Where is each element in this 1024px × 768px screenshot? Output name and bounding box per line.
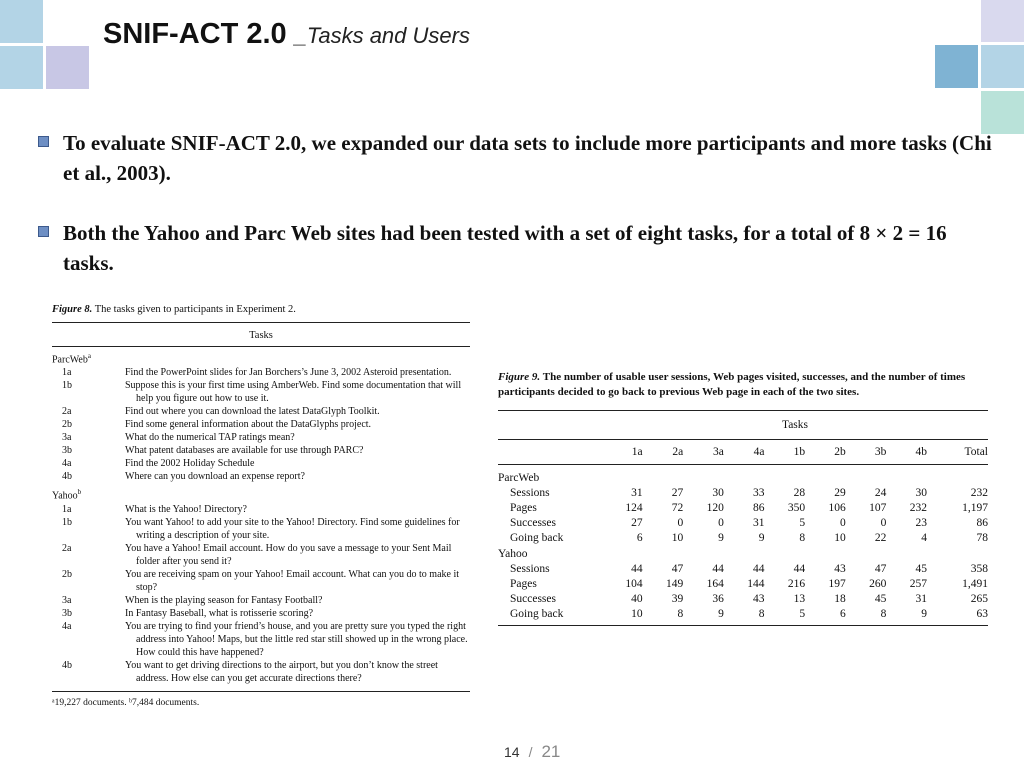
group-footnote-marker: b — [77, 488, 82, 497]
column-header: 4b — [886, 440, 927, 465]
table-cell: 1,197 — [962, 501, 988, 514]
column-header: 1b — [765, 440, 806, 465]
table-cell: 144 — [747, 577, 765, 590]
page-indicator — [504, 742, 560, 762]
group-name: ParcWeb — [498, 471, 540, 484]
task-id: 3b — [62, 445, 72, 457]
bullet-list — [38, 128, 998, 308]
table-cell: 9 — [683, 607, 724, 626]
table-cell: 36 — [712, 593, 724, 606]
column-header: 2a — [643, 440, 684, 465]
table-cell: 86 — [976, 517, 988, 530]
table-row — [498, 500, 988, 515]
table-row — [52, 659, 470, 685]
task-description-cell — [125, 470, 470, 483]
table-cell: 63 — [927, 607, 988, 626]
table-spanner-row — [498, 411, 988, 440]
table-row — [52, 444, 470, 457]
deco-square-top-left-3 — [46, 46, 89, 89]
table-row — [52, 418, 470, 431]
table-cell: 216 — [787, 577, 806, 590]
task-description: In Fantasy Baseball, what is rotisserie scoring? — [125, 607, 314, 619]
task-description: You are receiving spam on your Yahoo! Email account. What can you do to make it stop? — [125, 568, 460, 593]
table-row — [498, 516, 988, 531]
task-description-cell — [125, 594, 470, 607]
task-description: What patent databases are available for use through PARC? — [125, 445, 364, 457]
table-row — [52, 457, 470, 470]
task-description: What do the numerical TAP ratings mean? — [125, 432, 295, 444]
task-description-cell — [125, 503, 470, 516]
table-cell: 6 — [636, 532, 643, 545]
task-description: Find out where you can download the latest DataGlyph Toolkit. — [125, 406, 380, 418]
deco-square-top-left-2 — [0, 46, 43, 89]
column-header: 4a — [724, 440, 765, 465]
table-cell: 18 — [834, 593, 846, 606]
group-name-text: ParcWeb — [52, 354, 88, 366]
table-row — [52, 366, 470, 379]
table-row — [498, 592, 988, 607]
table-cell: 124 — [625, 501, 643, 514]
table-row — [52, 405, 470, 418]
figure-9-caption-text: The number of usable user sessions, Web pages visited, successes, and the number of times participants decided to go back to previous Web page in each of the two sites. — [498, 371, 966, 398]
table-cell: 5 — [765, 607, 806, 626]
task-description-cell — [125, 607, 470, 620]
bullet-item — [38, 128, 998, 188]
figure-8-table — [52, 322, 470, 692]
deco-square-top-right-1 — [981, 0, 1024, 42]
bullet-text: To evaluate SNIF-ACT 2.0, we expanded our data sets to include more participants and more tasks (Chi et al., 2003). — [63, 131, 992, 185]
column-header: Total — [927, 440, 988, 465]
table-cell: 22 — [874, 532, 887, 545]
slide-title — [103, 18, 470, 51]
task-id: 3b — [62, 607, 72, 619]
table-cell: 27 — [671, 486, 684, 499]
table-row — [498, 561, 988, 576]
table-group-row — [52, 483, 470, 502]
table-cell: 350 — [787, 501, 806, 514]
task-description: Suppose this is your first time using AmberWeb. Find some documentation that will help you figure out how to use it. — [125, 380, 462, 405]
table-cell: 8 — [799, 532, 806, 545]
column-header: 2b — [805, 440, 846, 465]
task-description-cell — [125, 366, 470, 379]
table-cell: 23 — [915, 517, 927, 530]
bullet-text: Both the Yahoo and Parc Web sites had been tested with a set of eight tasks, for a total of 8 × 2 = 16 tasks. — [63, 221, 947, 275]
deco-square-top-right-3 — [981, 45, 1024, 88]
task-id: 3a — [62, 594, 72, 606]
figure-8-column-header: Tasks — [52, 323, 470, 347]
task-id: 2b — [62, 568, 72, 580]
table-cell: 0 — [718, 517, 724, 530]
column-header: 1a — [602, 440, 643, 465]
group-spacer — [602, 546, 988, 561]
table-cell: 8 — [724, 607, 765, 626]
task-description-cell — [125, 444, 470, 457]
task-description-cell — [125, 405, 470, 418]
slide-title-sub: _Tasks and Users — [294, 23, 470, 48]
group-name-text: Yahoo — [52, 490, 78, 502]
table-cell: 149 — [666, 577, 684, 590]
task-description-cell — [125, 542, 470, 568]
column-header: 3a — [683, 440, 724, 465]
table-row — [52, 470, 470, 483]
table-cell: 27 — [631, 517, 643, 530]
task-id: 4b — [62, 659, 72, 671]
header-blank — [498, 440, 602, 465]
row-label: Going back — [498, 607, 602, 626]
table-row — [498, 485, 988, 500]
table-cell: 1,491 — [962, 577, 988, 590]
table-row — [52, 568, 470, 594]
table-cell: 28 — [793, 486, 806, 499]
task-description: You have a Yahoo! Email account. How do you save a message to your Sent Mail folder after you send it? — [125, 542, 452, 567]
table-cell: 31 — [753, 517, 765, 530]
column-header: 3b — [846, 440, 887, 465]
table-cell: 39 — [671, 593, 684, 606]
deco-square-top-left-1 — [0, 0, 43, 43]
group-footnote-marker: a — [87, 352, 91, 360]
table-cell: 44 — [753, 562, 765, 575]
table-cell: 265 — [970, 593, 988, 606]
figure-9-table — [498, 410, 988, 626]
table-row — [498, 576, 988, 591]
task-description: You want Yahoo! to add your site to the Yahoo! Directory. Find some guidelines for writing a description of your site. — [125, 516, 460, 541]
task-description-cell — [125, 620, 470, 659]
slide-title-main: SNIF-ACT 2.0 — [103, 18, 287, 50]
table-row — [52, 431, 470, 444]
task-description-cell — [125, 418, 470, 431]
table-row — [52, 379, 470, 405]
task-id: 4a — [62, 620, 72, 632]
task-id: 4b — [62, 471, 72, 483]
deco-square-top-right-2 — [935, 45, 978, 88]
bullet-square-icon — [38, 136, 49, 147]
row-label: Pages — [510, 577, 537, 590]
table-cell: 29 — [834, 486, 846, 499]
task-id: 1a — [62, 503, 72, 515]
table-cell: 257 — [909, 577, 927, 590]
table-cell: 9 — [758, 532, 765, 545]
table-cell: 30 — [915, 486, 927, 499]
row-label: Going back — [510, 532, 564, 545]
table-row — [52, 594, 470, 607]
table-cell: 8 — [643, 607, 684, 626]
task-description: Find some general information about the DataGlyphs project. — [125, 419, 372, 431]
table-row — [52, 503, 470, 516]
table-cell: 9 — [718, 532, 724, 545]
task-description: What is the Yahoo! Directory? — [125, 503, 247, 515]
table-row — [52, 607, 470, 620]
task-description-cell — [125, 516, 470, 542]
table-cell: 6 — [805, 607, 846, 626]
group-spacer — [602, 465, 988, 486]
table-row — [498, 531, 988, 546]
table-cell: 45 — [874, 593, 887, 606]
row-label: Successes — [510, 517, 556, 530]
task-description-cell — [125, 431, 470, 444]
task-id: 1b — [62, 380, 72, 392]
table-cell: 45 — [915, 562, 927, 575]
figure-8 — [52, 304, 470, 708]
table-row — [52, 516, 470, 542]
group-name: Yahoo — [498, 547, 528, 560]
table-cell: 197 — [828, 577, 846, 590]
table-cell: 33 — [753, 486, 765, 499]
task-description: Where can you download an expense report? — [125, 471, 305, 483]
table-cell: 40 — [631, 593, 643, 606]
task-description-cell — [125, 379, 470, 405]
table-cell: 107 — [869, 501, 887, 514]
task-description-cell — [125, 659, 470, 685]
spanner-blank — [498, 411, 602, 440]
row-label: Pages — [510, 501, 537, 514]
table-cell: 10 — [671, 532, 684, 545]
table-bottom-rule — [52, 685, 470, 692]
table-bottom-rule-cell — [52, 685, 470, 692]
task-id: 1a — [62, 367, 72, 379]
table-cell: 0 — [677, 517, 684, 530]
table-cell: 31 — [915, 593, 927, 606]
table-cell: 13 — [793, 593, 806, 606]
row-label: Sessions — [510, 486, 550, 499]
bullet-square-icon — [38, 226, 49, 237]
page-total: 21 — [541, 742, 561, 761]
table-cell: 164 — [706, 577, 724, 590]
table-cell: 72 — [671, 501, 684, 514]
figure-8-footnote: ᵃ19,227 documents. ᵇ7,484 documents. — [52, 697, 200, 708]
figure-9 — [498, 370, 988, 626]
table-cell: 104 — [625, 577, 643, 590]
task-description: Find the PowerPoint slides for Jan Borchers’s June 3, 2002 Asteroid presentation. — [125, 367, 452, 379]
page-current: 14 — [504, 744, 520, 760]
table-cell: 232 — [970, 486, 988, 499]
table-cell: 0 — [880, 517, 887, 530]
table-group-row — [498, 546, 988, 561]
table-cell: 44 — [631, 562, 643, 575]
group-name — [52, 347, 470, 367]
page-separator: / — [528, 744, 533, 760]
table-cell: 260 — [869, 577, 887, 590]
table-cell: 5 — [799, 517, 806, 530]
table-cell: 0 — [840, 517, 846, 530]
table-cell: 8 — [846, 607, 887, 626]
task-description-cell — [125, 457, 470, 470]
table-cell: 43 — [753, 593, 765, 606]
task-description: Find the 2002 Holiday Schedule — [125, 458, 255, 470]
task-description: When is the playing season for Fantasy Football? — [125, 594, 323, 606]
figure-9-label: Figure 9. — [498, 371, 541, 383]
table-cell: 358 — [970, 562, 988, 575]
row-label: Successes — [510, 593, 556, 606]
table-cell: 86 — [753, 501, 765, 514]
figure-8-caption — [52, 304, 470, 315]
table-cell: 78 — [976, 532, 988, 545]
figure-8-caption-text: The tasks given to participants in Experiment 2. — [94, 304, 296, 315]
table-cell: 30 — [712, 486, 724, 499]
table-cell: 10 — [602, 607, 643, 626]
table-cell: 47 — [874, 562, 887, 575]
task-id: 1b — [62, 516, 72, 528]
task-description: You are trying to find your friend’s house, and you are pretty sure you typed the right address into Yahoo! Maps, but the little red star still showed up in the wrong place. How could this have happened? — [125, 620, 468, 658]
table-cell: 4 — [921, 532, 927, 545]
task-id: 2a — [62, 406, 72, 418]
table-cell: 120 — [706, 501, 724, 514]
row-label: Sessions — [510, 562, 550, 575]
table-group-row — [52, 347, 470, 367]
table-cell: 232 — [909, 501, 927, 514]
group-name — [52, 483, 470, 502]
task-description-cell — [125, 568, 470, 594]
figure-8-label: Figure 8. — [52, 304, 93, 315]
table-cell: 43 — [834, 562, 846, 575]
table-cell: 24 — [874, 486, 887, 499]
table-cell: 9 — [886, 607, 927, 626]
table-cell: 106 — [828, 501, 846, 514]
table-cell: 10 — [834, 532, 846, 545]
task-id: 4a — [62, 458, 72, 470]
task-id: 3a — [62, 432, 72, 444]
table-row — [498, 607, 988, 626]
figure-9-caption — [498, 370, 988, 400]
table-cell: 44 — [712, 562, 724, 575]
table-group-row — [498, 465, 988, 486]
table-cell: 44 — [793, 562, 806, 575]
table-spanner: Tasks — [602, 411, 988, 440]
table-cell: 47 — [671, 562, 684, 575]
task-description: You want to get driving directions to the airport, but you don’t know the street address. How else can you get accurate directions there? — [125, 659, 438, 684]
bullet-item — [38, 218, 998, 278]
table-header-row — [498, 440, 988, 465]
task-id: 2b — [62, 419, 72, 431]
task-id: 2a — [62, 542, 72, 554]
table-cell: 31 — [631, 486, 643, 499]
table-row — [52, 620, 470, 659]
table-row — [52, 542, 470, 568]
